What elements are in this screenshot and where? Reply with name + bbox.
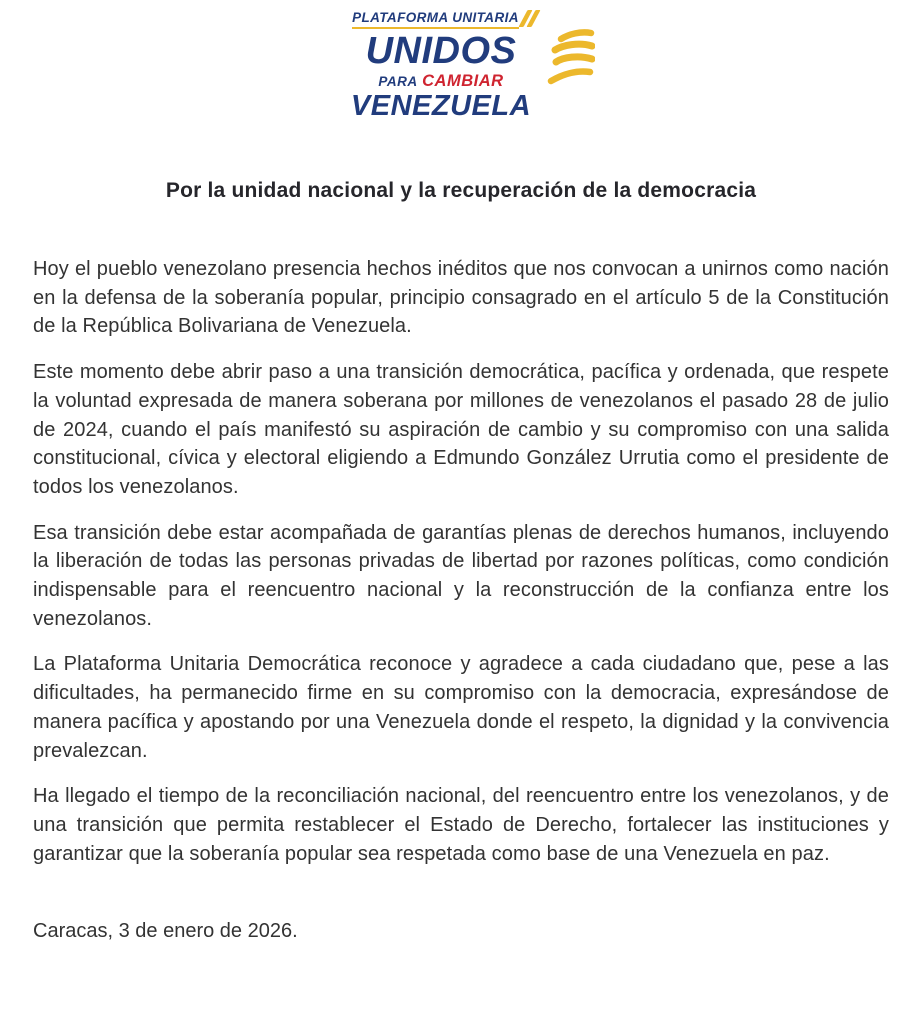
logo-middle-row (334, 73, 549, 90)
logo-venezuela-word: VENEZUELA (350, 90, 532, 122)
logo-cambiar-word: CAMBIAR (422, 72, 504, 90)
document-title: Por la unidad nacional y la recuperación de la democracia (165, 179, 757, 202)
hand-swoosh-icon (547, 26, 595, 88)
paragraph-4: La Plataforma Unitaria Democrática reconoce y agradece a cada ciudadano que, pese a las dificultades, ha permanecido firme en su compromiso con la democracia, expresándose de manera pacífica y apostando por una Venezuela donde el respeto, la dignidad y la convivencia prevalezcan. (33, 653, 889, 762)
paragraph-5: Ha llegado el tiempo de la reconciliación nacional, del reencuentro entre los venezolanos, y de una transición que permita restablecer el Estado de Derecho, fortalecer las instituciones y garantizar que la soberanía popular sea respetada como base de una Venezuela en paz. (33, 785, 889, 865)
dateline: Caracas, 3 de enero de 2026. (33, 920, 298, 943)
logo-unidos-word: UNIDOS (365, 30, 517, 72)
paragraph-2: Este momento debe abrir paso a una transición democrática, pacífica y ordenada, que respete la voluntad expresada de manera soberana por millones de venezolanos el pasado 28 de julio de 2024, cuando el país manifestó su aspiración de cambio y su compromiso con una salida constitucional, cívica y electoral eligiendo a Edmundo González Urrutia como el presidente de todos los venezolanos. (33, 361, 889, 498)
logo-para-word: PARA (378, 74, 418, 89)
plataforma-unitaria-logo (334, 10, 589, 121)
logo-plataforma-unitaria-label: PLATAFORMA UNITARIA (352, 11, 519, 30)
double-slash-icon (523, 10, 536, 27)
paragraph-1: Hoy el pueblo venezolano presencia hechos inéditos que nos convocan a unirnos como nación en la defensa de la soberanía popular, principio consagrado en el artículo 5 de la Constitución de la República Bolivariana de Venezuela. (33, 258, 889, 338)
document-body (33, 255, 889, 868)
logo-top-row (340, 10, 549, 29)
paragraph-3: Esa transición debe estar acompañada de garantías plenas de derechos humanos, incluyendo la liberación de todas las personas privadas de libertad por razones políticas, como condición indispensable para el reencuentro nacional y la reconstrucción de la confianza entre los venezolanos. (33, 521, 889, 630)
